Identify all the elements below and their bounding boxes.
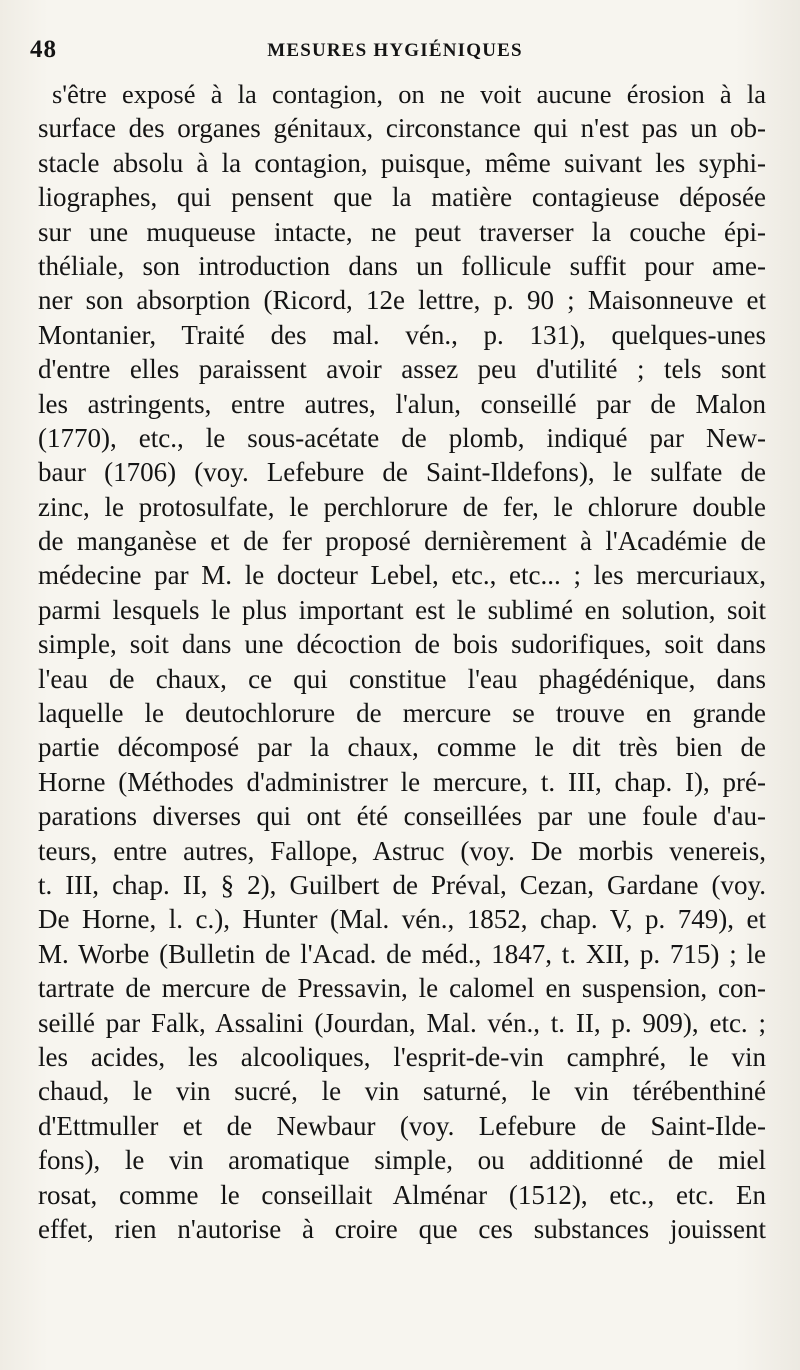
page-number: 48 bbox=[30, 36, 57, 63]
body-text bbox=[38, 77, 766, 1246]
text-line: Horne (Méthodes d'administrer le mercure, t. III, chap. I), pré- bbox=[38, 766, 766, 797]
text-line: stacle absolu à la contagion, puisque, même suivant les syphi- bbox=[38, 147, 766, 178]
text-line: l'eau de chaux, ce qui constitue l'eau phagédénique, dans bbox=[38, 663, 766, 694]
text-line: parmi lesquels le plus important est le sublimé en solution, soit bbox=[38, 594, 766, 625]
text-line: liographes, qui pensent que la matière contagieuse déposée bbox=[38, 182, 766, 213]
text-line: effet, rien n'autorise à croire que ces substances jouissent bbox=[38, 1213, 766, 1244]
text-line: simple, soit dans une décoction de bois sudorifiques, soit dans bbox=[38, 629, 766, 660]
text-line: théliale, son introduction dans un follicule suffit pour ame- bbox=[38, 250, 766, 281]
text-line: s'être exposé à la contagion, on ne voit aucune érosion à la bbox=[52, 79, 766, 109]
text-line: les astringents, entre autres, l'alun, conseillé par de Malon bbox=[38, 388, 766, 419]
text-line: Montanier, Traité des mal. vén., p. 131), quelques-unes bbox=[38, 319, 766, 350]
text-line: chaud, le vin sucré, le vin saturné, le vin térébenthiné bbox=[38, 1076, 766, 1107]
text-line: parations diverses qui ont été conseillées par une foule d'au- bbox=[38, 801, 766, 832]
text-line: seillé par Falk, Assalini (Jourdan, Mal. vén., t. II, p. 909), etc. ; bbox=[38, 1007, 766, 1038]
text-line: partie décomposé par la chaux, comme le dit très bien de bbox=[38, 732, 766, 763]
text-line: t. III, chap. II, § 2), Guilbert de Préval, Cezan, Gardane (voy. bbox=[38, 869, 766, 900]
text-line: surface des organes génitaux, circonstance qui n'est pas un ob- bbox=[38, 113, 766, 144]
text-line: les acides, les alcooliques, l'esprit-de-vin camphré, le vin bbox=[38, 1041, 766, 1072]
text-line: De Horne, l. c.), Hunter (Mal. vén., 1852, chap. V, p. 749), et bbox=[38, 904, 766, 935]
running-head: MESURES HYGIÉNIQUES bbox=[267, 40, 523, 61]
text-line: sur une muqueuse intacte, ne peut traverser la couche épi- bbox=[38, 216, 766, 247]
text-line: rosat, comme le conseillait Alménar (1512), etc., etc. En bbox=[38, 1179, 766, 1210]
text-line: d'entre elles paraissent avoir assez peu d'utilité ; tels sont bbox=[38, 354, 766, 385]
text-line: tartrate de mercure de Pressavin, le calomel en suspension, con- bbox=[38, 973, 766, 1004]
text-line: médecine par M. le docteur Lebel, etc., etc... ; les mercuriaux, bbox=[38, 560, 766, 591]
text-line: ner son absorption (Ricord, 12e lettre, p. 90 ; Maisonneuve et bbox=[38, 285, 766, 316]
text-line: zinc, le protosulfate, le perchlorure de fer, le chlorure double bbox=[38, 491, 766, 522]
text-line: fons), le vin aromatique simple, ou additionné de miel bbox=[38, 1145, 766, 1176]
text-line: laquelle le deutochlorure de mercure se trouve en grande bbox=[38, 698, 766, 729]
text-line: baur (1706) (voy. Lefebure de Saint-Ildefons), le sulfate de bbox=[38, 457, 766, 488]
text-line: (1770), etc., le sous-acétate de plomb, indiqué par New- bbox=[38, 422, 766, 453]
text-line: M. Worbe (Bulletin de l'Acad. de méd., 1847, t. XII, p. 715) ; le bbox=[38, 938, 766, 969]
text-line: de manganèse et de fer proposé dernièrement à l'Académie de bbox=[38, 526, 766, 557]
text-line: d'Ettmuller et de Newbaur (voy. Lefebure de Saint-Ilde- bbox=[38, 1110, 766, 1141]
page-header bbox=[30, 36, 760, 76]
text-line: teurs, entre autres, Fallope, Astruc (voy. De morbis venereis, bbox=[38, 835, 766, 866]
